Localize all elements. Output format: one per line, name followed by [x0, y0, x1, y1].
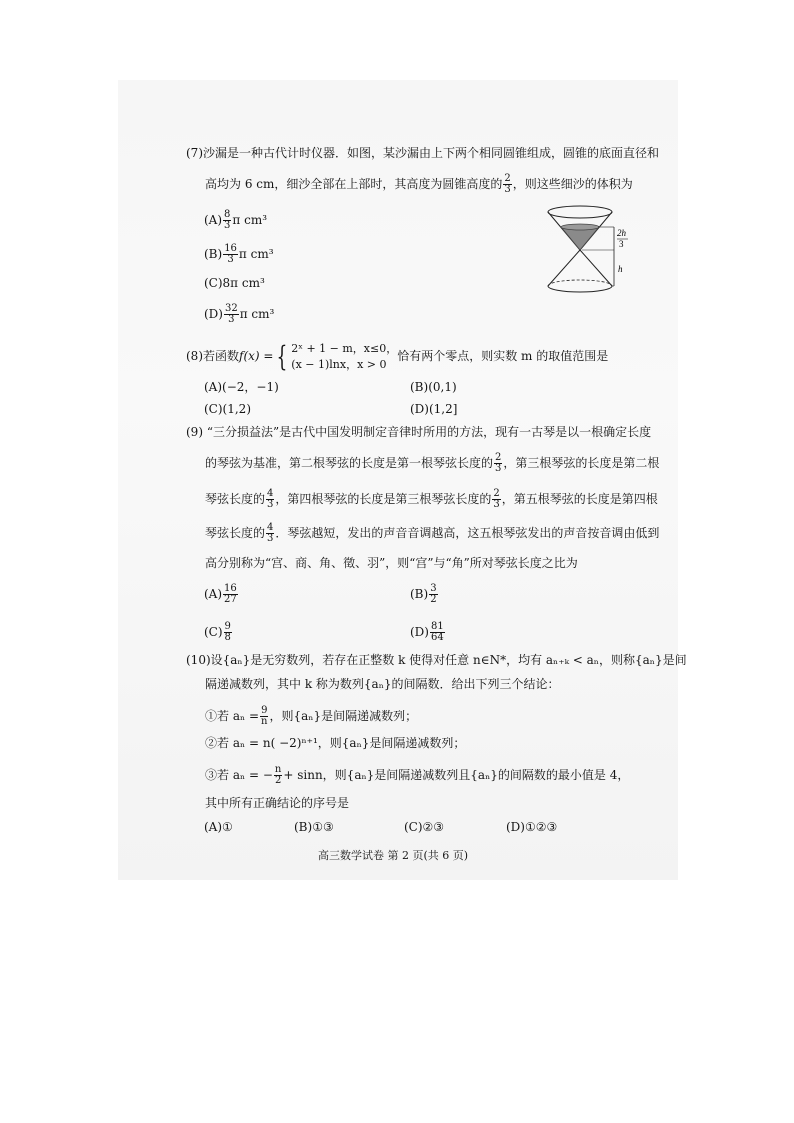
q7-stem-line1: (7)沙漏是一种古代计时仪器．如图，某沙漏由上下两个相同圆锥组成，圆锥的底面直径和 [186, 146, 660, 160]
fraction-numerator: 8 [224, 209, 231, 220]
option-label: (C) [204, 402, 223, 416]
fraction-numerator: 16 [224, 243, 237, 254]
page-footer: 高三数学试卷 第 2 页(共 6 页) [318, 849, 469, 862]
q8-case-1: 2ˣ + 1 − m，x≤0， [291, 341, 398, 355]
fraction-denominator: 27 [224, 594, 237, 605]
option-fraction [224, 304, 239, 325]
q10-line1: (10)设{aₙ}是无穷数列，若存在正整数 k 使得对任意 n∈N*，均有 aₙ₊ₖ < aₙ，则称{aₙ}是间 [186, 653, 687, 667]
q7-option-a [204, 210, 267, 231]
q10-option-a [204, 820, 233, 834]
option-text: (−2，−1) [222, 380, 279, 394]
q8-brace: { [277, 339, 288, 373]
fraction-numerator: n [274, 764, 282, 775]
option-label: (D) [410, 402, 429, 416]
fraction-denominator: 8 [224, 632, 231, 643]
option-text: ①②③ [524, 820, 558, 834]
q9-line3-a: 琴弦长度的 [205, 492, 266, 506]
option-label: (C) [204, 625, 223, 639]
option-text: (1,2] [428, 402, 458, 416]
fraction-numerator: 9 [261, 705, 268, 716]
lower-cone-base-front [548, 286, 612, 292]
q9-option-a [204, 584, 239, 605]
fraction-denominator: 3 [504, 184, 511, 195]
option-text: ②③ [422, 820, 445, 834]
q9-line2 [205, 453, 659, 474]
option-fraction [430, 622, 445, 643]
q7-option-b [204, 244, 274, 265]
sand-surface [561, 224, 599, 230]
q9-line3-b: ，第四根琴弦的长度是第三根琴弦长度的 [275, 492, 492, 506]
fraction-denominator: 3 [267, 499, 274, 510]
hourglass-figure [540, 200, 630, 300]
fraction-numerator: 2 [504, 173, 511, 184]
option-fraction [223, 244, 238, 265]
lower-cone-right-edge [580, 250, 612, 286]
q7-stem-fraction [503, 174, 511, 195]
q9-option-b [410, 584, 439, 605]
option-label: (D) [506, 820, 525, 834]
fraction-numerator: 4 [267, 488, 274, 499]
q9-option-d [410, 622, 446, 643]
q8-piecewise-cases [291, 341, 397, 373]
q10-line2: 隔递减数列，其中 k 称为数列{aₙ}的间隔数．给出下列三个结论： [205, 677, 560, 691]
option-label: (A) [204, 820, 223, 834]
q10-c1-b: ，则{aₙ}是间隔递减数列； [269, 709, 418, 723]
fraction-denominator: n [261, 716, 268, 727]
q9-line5: 高分别称为“宫、商、角、徵、羽”，则“宫”与“角”所对琴弦长度之比为 [205, 556, 578, 570]
q10-ask: 其中所有正确结论的序号是 [205, 796, 350, 810]
q9-fraction-2-3 [492, 489, 500, 510]
q10-c3-a: ③若 aₙ = − [205, 768, 273, 782]
q9-line4-b: ．琴弦越短，发出的声音音调越高，这五根琴弦发出的声音按音调由低到 [275, 526, 660, 540]
q7-option-c [204, 276, 265, 290]
q9-line4 [205, 523, 659, 544]
q9-line2-a: 的琴弦为基准，第二根琴弦的长度是第一根琴弦长度的 [205, 456, 494, 470]
fraction-denominator: 3 [224, 220, 231, 231]
lower-cone-base-back [548, 280, 612, 286]
fraction-numerator: 2 [495, 452, 502, 463]
option-label: (A) [204, 587, 223, 601]
q8-prefix: (8)若函数 [186, 349, 239, 363]
q8-function-name: f(x) = [239, 349, 274, 363]
fraction-denominator: 3 [228, 314, 235, 325]
q7-option-d [204, 304, 274, 325]
fraction-denominator: 3 [493, 499, 500, 510]
q10-conclusion-2: ②若 aₙ = n( −2)ⁿ⁺¹，则{aₙ}是间隔递减数列； [205, 736, 466, 750]
q10-conclusion-1 [205, 706, 417, 727]
q9-fraction-4-3 [266, 523, 274, 544]
fraction-denominator: 2 [430, 594, 437, 605]
option-fraction [223, 210, 231, 231]
fraction-numerator: 4 [267, 522, 274, 533]
fraction-numerator: 16 [224, 583, 237, 594]
q8-option-c [204, 402, 251, 416]
q10-c3-fraction [274, 765, 282, 786]
option-fraction [223, 584, 238, 605]
option-text: (1,2) [222, 402, 251, 416]
q8-option-d [410, 402, 457, 416]
option-label: (D) [410, 625, 429, 639]
label-h: h [618, 264, 623, 274]
option-label: (B) [410, 587, 429, 601]
option-label: (A) [204, 380, 223, 394]
option-text: ①③ [312, 820, 334, 834]
fraction-denominator: 64 [430, 632, 444, 643]
q8-option-b [410, 380, 457, 394]
q10-option-c [404, 820, 444, 834]
fraction-numerator: 32 [224, 303, 238, 314]
fraction-denominator: 3 [227, 254, 234, 265]
q7-stem-line2 [205, 174, 633, 195]
option-fraction [429, 584, 437, 605]
option-unit: π cm³ [239, 307, 275, 321]
q9-line1: (9) “三分损益法”是古代中国发明制定音律时所用的方法，现有一古琴是以一根确定长度 [186, 425, 652, 439]
q9-line3 [205, 489, 658, 510]
label-3: 3 [619, 239, 624, 249]
option-label: (B) [294, 820, 313, 834]
q10-c3-b: + sinn，则{aₙ}是间隔递减数列且{aₙ}的间隔数的最小值是 4， [283, 768, 630, 782]
q9-line4-a: 琴弦长度的 [205, 526, 266, 540]
fraction-numerator: 3 [430, 583, 437, 594]
q9-fraction-2-3 [494, 453, 502, 474]
option-text: (0,1) [428, 380, 457, 394]
fraction-denominator: 3 [495, 463, 502, 474]
q9-option-c [204, 622, 233, 643]
q9-fraction-4-3 [266, 489, 274, 510]
option-label: (B) [204, 247, 223, 261]
q7-stem-line2-b: ，则这些细沙的体积为 [512, 177, 633, 191]
fraction-numerator: 2 [493, 488, 500, 499]
fraction-numerator: 9 [224, 621, 231, 632]
upper-cone-base [548, 206, 612, 218]
q9-line2-b: ，第三根琴弦的长度是第二根 [503, 456, 660, 470]
q10-c1-fraction [260, 706, 268, 727]
option-text: 8π cm³ [222, 276, 265, 290]
q10-conclusion-3 [205, 765, 629, 786]
q9-line3-c: ，第五根琴弦的长度是第四根 [501, 492, 658, 506]
option-label: (A) [204, 213, 223, 227]
fraction-numerator: 81 [430, 621, 444, 632]
q10-option-d [506, 820, 557, 834]
option-text: ① [222, 820, 233, 834]
option-fraction [224, 622, 232, 643]
option-unit: π cm³ [232, 213, 268, 227]
option-label: (C) [204, 276, 223, 290]
q8-suffix: 恰有两个零点，则实数 m 的取值范围是 [397, 349, 609, 363]
fraction-denominator: 3 [267, 533, 274, 544]
sand-fill [561, 227, 599, 250]
option-label: (C) [404, 820, 423, 834]
q8-stem [186, 338, 608, 374]
q7-stem-line2-a: 高均为 6 cm，细沙全部在上部时，其高度为圆锥高度的 [205, 177, 503, 191]
fraction-denominator: 2 [274, 775, 282, 786]
q10-option-b [294, 820, 334, 834]
q8-case-2: (x − 1)lnx，x > 0 [291, 357, 387, 371]
option-label: (D) [204, 307, 223, 321]
option-label: (B) [410, 380, 429, 394]
q8-option-a [204, 380, 279, 394]
option-unit: π cm³ [238, 247, 274, 261]
label-2h: 2h [617, 228, 626, 238]
q10-c1-a: ①若 aₙ = [205, 709, 260, 723]
